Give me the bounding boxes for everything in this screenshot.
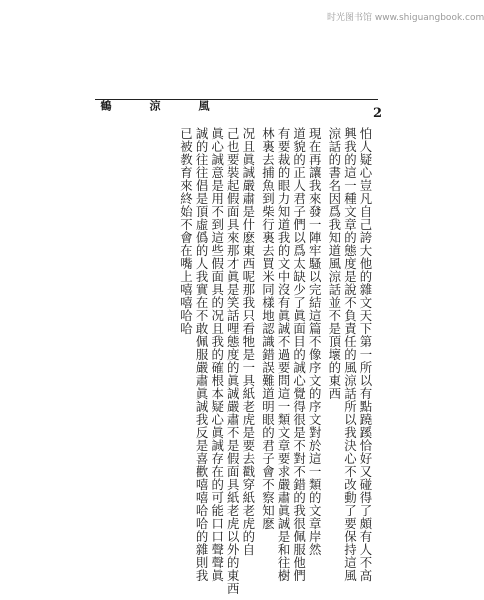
text-column: 已被教育來終始不會在嘴上嘻嘻哈哈 [178,127,194,335]
text-column: 林裏去捕魚到柴行裏去買米同樣地認識錯誤難道明眼的君子會不察知麽 [260,127,276,530]
running-title-char-2: 涼 [148,100,161,111]
text-column: 有要裁的眼力知道我的文中沒有眞誠不過要問這一類文章要求嚴肅眞誠是和往樹 [276,127,292,582]
text-column: 况且眞誠嚴肅是什麽東西呢那我只看牠是一具紙老虎是要去戳穿紙老虎的自 [240,127,256,556]
running-title-char-3: 風 [197,100,210,111]
text-column: 己也要裝起假面具來那才眞是笑話哩態度的眞誠嚴肅不是假面具紙老虎以外的東西 [225,127,241,595]
text-column: 道貌的正人君子們以爲太缺少了眞面目的誠心覺得很是不對不錯的我很佩服他們 [291,127,307,582]
watermark: 时光图书馆 www.shiguangbook.com [327,13,484,23]
text-column: 興我的這一種文章的態度是說不負責任的風涼話所以我決心不改動了要保持這風 [342,127,358,582]
text-column: 眞心誠意是用不到這些假面具的况且我的確根本疑心眞誠存在的可能口口聲聲眞 [209,127,225,582]
text-column: 怕人疑心豈凡自己誇大他的雜文天下第一所以有點蹺蹊恰好又碰得了頗有人不高 [358,127,373,582]
text-column: 涼話的書名因爲我知道風涼話並不是頂壞的東西 [326,127,342,400]
running-title-char-1: 鶴 [99,100,112,111]
text-column: 誠的往往倡是頂虛僞的人我實在不敢佩服嚴肅眞誠我反是喜歡嘻嘻哈哈的雜則我 [194,127,210,582]
text-column: 現在再讓我來發一陣牢騷以完結這篇不像序文的序文對於這一類的文章岸然 [307,127,323,556]
body-text [90,127,373,595]
page-number: 2 [373,106,383,121]
header-rule [95,99,378,100]
